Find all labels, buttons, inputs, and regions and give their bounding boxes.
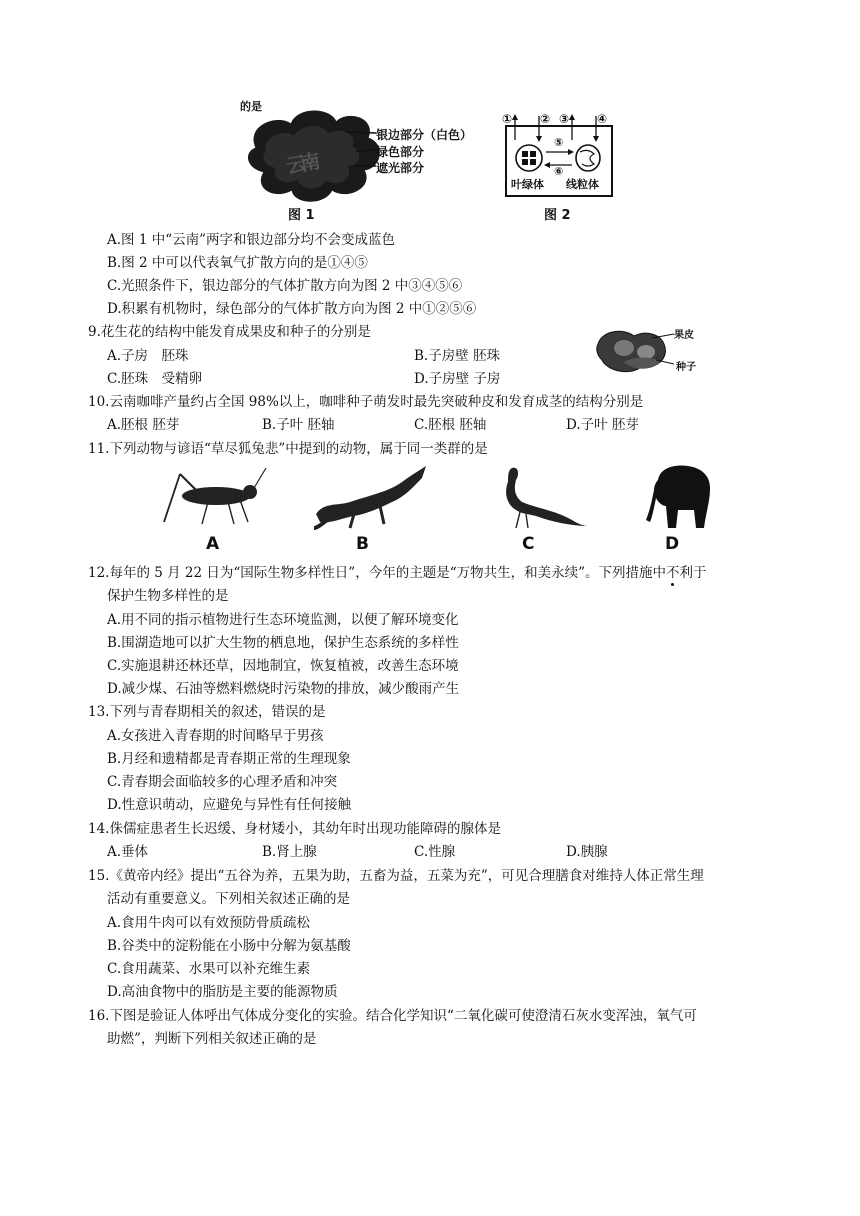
q13-option-d: D.性意识萌动，应避免与异性有任何接触 — [107, 797, 352, 813]
q14-option-b: B.肾上腺 — [262, 844, 317, 860]
q15-option-b: B.谷类中的淀粉能在小肠中分解为氨基酸 — [107, 938, 351, 954]
leaf-yunnan-text: 云南 — [284, 149, 317, 179]
label-green-part: 绿色部分 — [376, 145, 425, 159]
q12-option-c: C.实施退耕还林还草，因地制宜，恢复植被，改善生态环境 — [107, 658, 459, 674]
q10-option-d: D.子叶 胚芽 — [566, 417, 639, 433]
q8-option-d: D.积累有机物时，绿色部分的气体扩散方向为图 2 中①②⑤⑥ — [107, 301, 477, 317]
figure-2 — [502, 112, 617, 222]
q13-stem: 13.下列与青春期相关的叙述，错误的是 — [88, 704, 326, 720]
peanut-label-seed: 种子 — [676, 362, 696, 373]
q15-option-a: A.食用牛肉可以有效预防骨质疏松 — [107, 915, 311, 931]
q8-option-b: B.图 2 中可以代表氧气扩散方向的是①④⑤ — [107, 255, 368, 271]
animal-letter-d: D — [665, 534, 680, 554]
fig2-num-4: ④ — [597, 112, 608, 126]
q13-option-c: C.青春期会面临较多的心理矛盾和冲突 — [107, 774, 338, 790]
q9-option-c: C.胚珠 受精卵 — [107, 371, 203, 387]
fig2-mitochondrion-label: 线粒体 — [566, 178, 599, 191]
fig2-num-1: ① — [502, 112, 513, 126]
q12-option-d: D.减少煤、石油等燃料燃烧时污染物的排放，减少酸雨产生 — [107, 681, 460, 697]
q9-stem: 9.花生花的结构中能发育成果皮和种子的分别是 — [88, 324, 371, 340]
q15-option-d: D.高油食物中的脂肪是主要的能源物质 — [107, 984, 338, 1000]
q12-stem-emphasis: 不 — [666, 565, 680, 581]
animal-letter-b: B — [356, 534, 369, 554]
q11-animals-row — [150, 462, 710, 556]
q10-option-c: C.胚根 胚轴 — [414, 417, 487, 433]
fig2-num-2: ② — [540, 112, 551, 126]
q10-option-a: A.胚根 胚芽 — [107, 417, 180, 433]
fig2-num-6: ⑥ — [554, 165, 564, 178]
q14-option-d: D.胰腺 — [566, 844, 608, 860]
peacock-icon — [492, 462, 592, 532]
q16-stem-line1: 16.下图是验证人体呼出气体成分变化的实验。结合化学知识“二氧化碳可使澄清石灰水变浑浊，氧气可 — [88, 1008, 697, 1024]
figure-2-caption: 图 2 — [544, 208, 571, 223]
crocodile-icon — [310, 462, 430, 532]
peanut-figure — [594, 326, 714, 378]
q12-option-b: B.围湖造地可以扩大生物的栖息地，保护生态系统的多样性 — [107, 635, 459, 651]
elephant-icon — [644, 462, 714, 532]
q8-option-c: C.光照条件下，银边部分的气体扩散方向为图 2 中③④⑤⑥ — [107, 278, 463, 294]
fig2-num-3: ③ — [559, 112, 570, 126]
q9-option-a: A.子房 胚珠 — [107, 348, 189, 364]
q14-option-c: C.性腺 — [414, 844, 456, 860]
label-shaded-part: 遮光部分 — [376, 161, 425, 175]
q10-stem: 10.云南咖啡产量约占全国 98%以上，咖啡种子萌发时最先突破种皮和发育成茎的结构分别是 — [88, 394, 644, 410]
q12-stem-part-b: 利于 — [679, 565, 707, 581]
q11-stem: 11.下列动物与谚语“草尽狐兔悲”中提到的动物，属于同一类群的是 — [88, 441, 488, 457]
figure-1-top-text: 的是 — [240, 100, 262, 113]
q14-stem: 14.侏儒症患者生长迟缓、身材矮小，其幼年时出现功能障碍的腺体是 — [88, 821, 501, 837]
q10-option-b: B.子叶 胚轴 — [262, 417, 335, 433]
figure-1-caption: 图 1 — [288, 208, 315, 223]
q13-option-a: A.女孩进入青春期的时间略早于男孩 — [107, 728, 324, 744]
q12-option-a: A.用不同的指示植物进行生态环境监测，以便了解环境变化 — [107, 612, 459, 628]
q12-stem-line1 — [88, 561, 707, 581]
q13-option-b: B.月经和遗精都是青春期正常的生理现象 — [107, 751, 351, 767]
peanut-label-pericarp: 果皮 — [674, 330, 694, 341]
q8-option-a: A.图 1 中“云南”两字和银边部分均不会变成蓝色 — [107, 232, 396, 248]
q12-stem-line2: 保护生物多样性的是 — [107, 588, 229, 604]
grasshopper-icon — [158, 462, 268, 528]
q9-option-b: B.子房壁 胚珠 — [414, 348, 501, 364]
label-silver-edge: 银边部分（白色） — [376, 128, 473, 142]
animal-letter-a: A — [206, 534, 220, 554]
q15-stem-line2: 活动有重要意义。下列相关叙述正确的是 — [107, 891, 350, 907]
fig2-num-5: ⑤ — [554, 136, 564, 149]
q14-option-a: A.垂体 — [107, 844, 149, 860]
animal-letter-c: C — [522, 534, 535, 554]
peanut-icon — [594, 326, 714, 378]
q16-stem-line2: 助燃”，判断下列相关叙述正确的是 — [107, 1031, 317, 1047]
variegated-leaf-icon — [236, 96, 496, 206]
q12-stem-part-a: 12.每年的 5 月 22 日为“国际生物多样性日”，今年的主题是“万物共生，和美永续”。下列措施中 — [88, 565, 667, 581]
q15-stem-line1: 15.《黄帝内经》提出“五谷为养，五果为助，五畜为益，五菜为充”，可见合理膳食对维持人体正常生理 — [88, 868, 704, 884]
q9-option-d: D.子房壁 子房 — [414, 371, 501, 387]
fig2-chloroplast-label: 叶绿体 — [511, 178, 544, 191]
figure-1 — [236, 96, 496, 221]
q15-option-c: C.食用蔬菜、水果可以补充维生素 — [107, 961, 311, 977]
